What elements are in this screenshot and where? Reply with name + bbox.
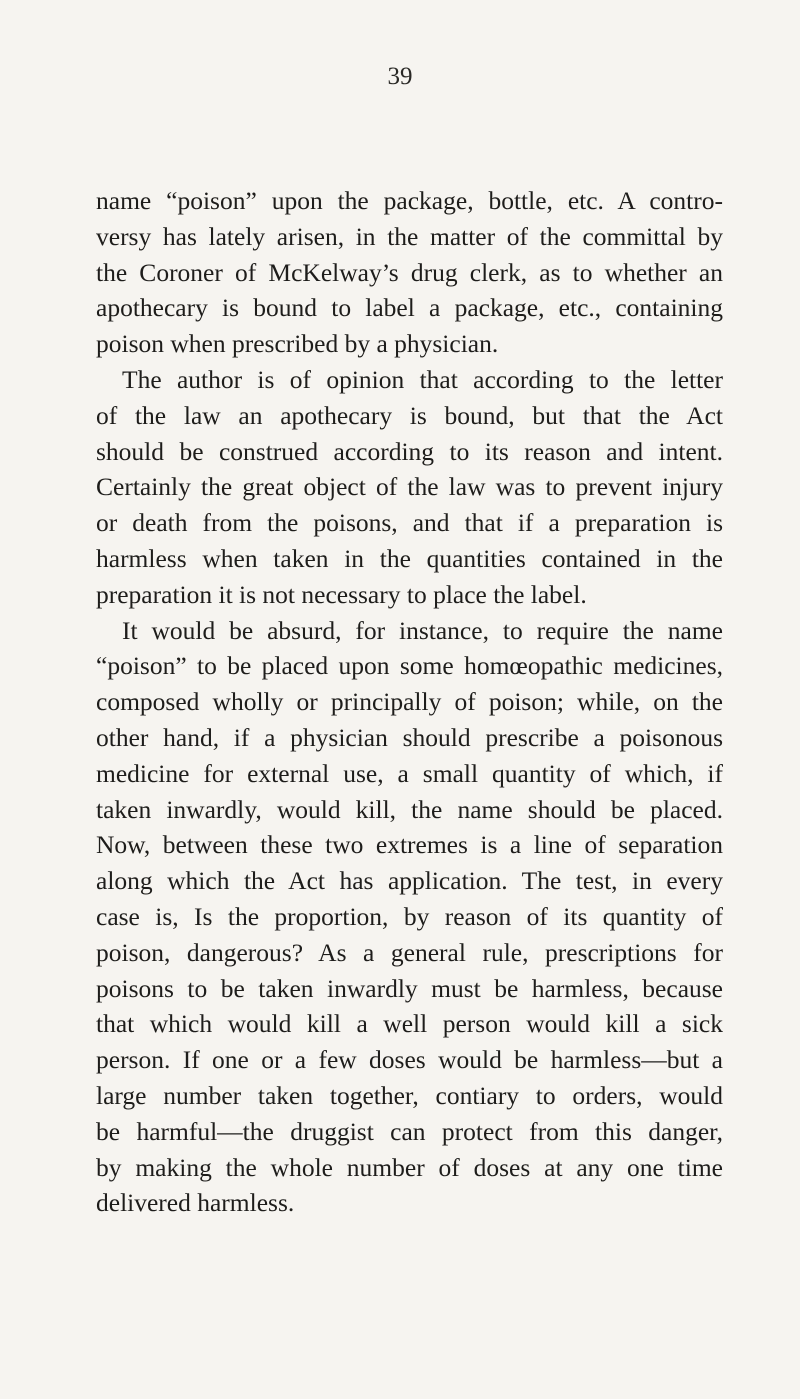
text-line: other hand, if a physician should prescribe a poisonous (96, 722, 723, 752)
text-line: large number taken together, contiary to orders, would (96, 1080, 723, 1110)
text-line: versy has lately arisen, in the matter of the committal by (96, 221, 723, 251)
body-text (96, 183, 723, 1221)
paragraph-start-line: It would be absurd, for instance, to require the name (122, 615, 723, 645)
paragraph-end-line: preparation it is not necessary to place the label. (96, 579, 587, 609)
text-line: name “poison” upon the package, bottle, etc. A contro- (96, 186, 723, 215)
text-line: poisons to be taken inwardly must be harmless, because (96, 973, 723, 1003)
text-line: medicine for external use, a small quantity of which, if (96, 758, 723, 788)
text-line: “poison” to be placed upon some homœopathic medicines, (96, 651, 723, 681)
text-line: along which the Act has application. The test, in every (96, 866, 723, 896)
text-line: apothecary is bound to label a package, etc., containing (96, 293, 723, 323)
text-line: should be construed according to its reason and intent. (96, 436, 723, 466)
text-line: be harmful—the druggist can protect from this danger, (96, 1116, 723, 1146)
paragraph-start-line: The author is of opinion that according to the letter (122, 364, 723, 394)
text-line: that which would kill a well person would kill a sick (96, 1009, 723, 1039)
text-line: of the law an apothecary is bound, but that the Act (96, 400, 723, 430)
paragraph-end-line: delivered harmless. (96, 1188, 295, 1218)
text-line: case is, Is the proportion, by reason of its quantity of (96, 901, 723, 931)
text-line: Now, between these two extremes is a line of separation (96, 830, 723, 860)
text-line: harmless when taken in the quantities contained in the (96, 543, 723, 573)
text-line: poison, dangerous? As a general rule, prescriptions for (96, 937, 723, 967)
text-line: Certainly the great object of the law was to prevent injury (96, 472, 723, 502)
text-line: taken inwardly, would kill, the name should be placed. (96, 794, 723, 824)
text-line: or death from the poisons, and that if a preparation is (96, 508, 723, 538)
paragraph-end-line: poison when prescribed by a physician. (96, 329, 499, 359)
page-number: 39 (387, 63, 413, 90)
text-line: by making the whole number of doses at any one time (96, 1152, 723, 1182)
text-line: person. If one or a few doses would be harmless—but a (96, 1045, 723, 1075)
text-line: composed wholly or principally of poison; while, on the (96, 687, 723, 717)
text-line: the Coroner of McKelway’s drug clerk, as to whether an (96, 257, 723, 287)
